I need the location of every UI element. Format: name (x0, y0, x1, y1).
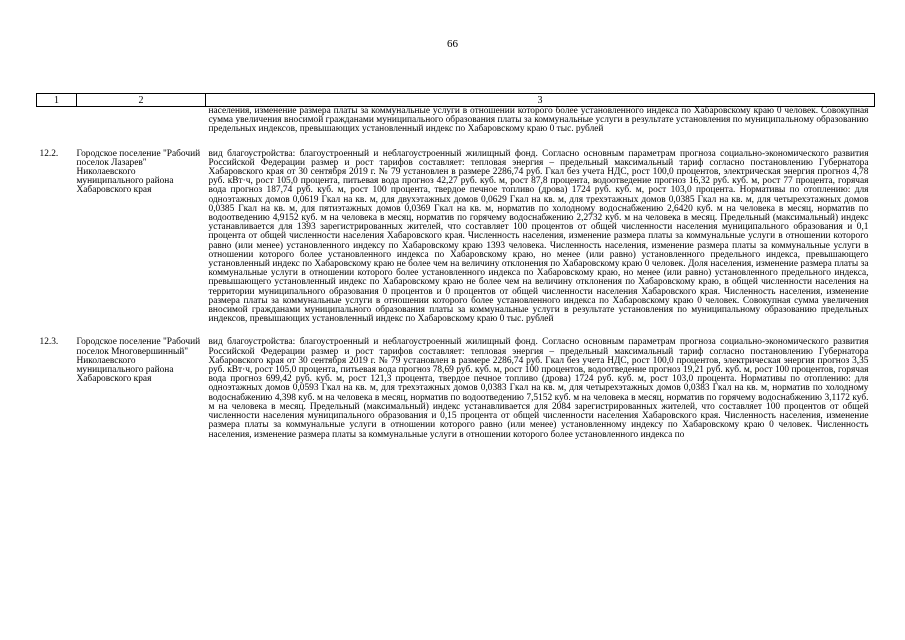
table-row (37, 150, 875, 339)
continuation-number-cell (37, 107, 77, 150)
municipality-name: Городское поселение "Рабочий поселок Многовершинный" Николаевского муниципального района Хабаровского края (76, 337, 201, 385)
column-header-number: 1 (37, 94, 77, 107)
municipality-name: Городское поселение "Рабочий поселок Лазарев" Николаевского муниципального района Хабаровского края (76, 148, 201, 196)
page-number: 66 (447, 38, 458, 50)
table-header-row (37, 94, 875, 107)
parameters-text: вид благоустройства: благоустроенный и неблагоустроенный жилищный фонд. Согласно основным параметрам прогноза социально-экономического развития Российской Федерации размер и рост тарифов составляет: тепловая энергия – предельный максимальный тариф согласно постановлению Губернатора Хабаровского края от 30 сентября 2019 г. № 79 установлен в размере 2286,74 руб. Гкал без учета НДС, рост 100,0 процентов, электрическая энергия прогноз 4,78 руб. кВт·ч, рост 105,0 процента, питьевая вода прогноз 42,27 руб. куб. м, рост 87,8 процента, водоотведение прогноз 16,32 руб. куб. м, рост 77 процента, горячая вода прогноз 187,74 руб. куб. м, рост 100 процента, твердое печное топливо (дрова) 1724 руб. куб. м, рост 103,0 процента. Нормативы по отоплению: для одноэтажных домов 0,0619 Гкал на кв. м, для двухэтажных домов 0,0629 Гкал на кв. м, для трехэтажных домов 0,0385 Гкал на кв. м, для четырехэтажных домов 0,0385 Гкал на кв. м, для пятиэтажных домов 0,0369 Гкал на кв. м, норматив по холодному водоснабжению 2,6420 куб. м на человека в месяц, норматив по водоотведению 4,9152 куб. м на человека в месяц, норматив по горячему водоснабжению 2,2732 куб. м на человека в месяц. Предельный (максимальный) индекс устанавливается для 1393 зарегистрированных жителей, что составляет 100 процентов от общей численности населения муниципального образования и 0,1 процента от общей численности населения Хабаровского края. Численность населения, изменение размера платы за коммунальные услуги в отношении которого равно (или менее) установленного индексу по Хабаровскому краю 1393 человека. Численность населения, изменение размера платы за коммунальные услуги в отношении которого более установленного индекса по Хабаровскому краю, но менее (или равно) установленного предельного индекса, превышающего установленный индекс по Хабаровскому краю не более чем на величину отклонения по Хабаровскому краю 0 человек. Доля населения, изменение размера платы за коммунальные услуги в отношении которого более установленного индекса по Хабаровскому краю, но менее (или равно) установленного предельного индекса, превышающего установленный индекс по Хабаровскому краю не более чем на величину отклонения по Хабаровскому краю, в общей численности населения на территории муниципального образования 0 процентов и 0 процентов от общей численности населения Хабаровского края. Численность населения, изменение размера платы за коммунальные услуги в отношении которого более установленного индекса по Хабаровскому краю 0 человек. Совокупная сумма увеличения вносимой гражданами муниципального образования платы за коммунальные услуги в результате установления по муниципальному образованию предельных индексов, превышающих установленный индекс по Хабаровскому краю 0 тыс. рублей (208, 148, 869, 325)
continuation-row (37, 107, 875, 150)
parameters-text: вид благоустройства: благоустроенный и неблагоустроенный жилищный фонд. Согласно основным параметрам прогноза социально-экономического развития Российской Федерации размер и рост тарифов составляет: тепловая энергия – предельный максимальный тариф согласно постановлению Губернатора Хабаровского края от 30 сентября 2019 г. № 79 установлен в размере 2286,74 руб. Гкал без учета НДС, рост 100,0 процентов, электрическая энергия прогноз 3,35 руб. кВт·ч, рост 105,0 процента, питьевая вода прогноз 78,69 руб. куб. м, рост 100 процентов, водоотведение прогноз 19,21 руб. куб. м, рост 100 процентов, горячая вода прогноз 699,42 руб. куб. м, рост 121,3 процента, твердое печное топливо (дрова) 1724 руб. куб. м, рост 103,0 процента. Нормативы по отоплению: для одноэтажных домов 0,0593 Гкал на кв. м, для трехэтажных домов 0,0383 Гкал на кв. м, для четырехэтажных домов 0,0383 Гкал на кв. м, норматив по холодному водоснабжению 4,398 куб. м на человека в месяц, норматив по водоотведению 7,5152 куб. м на человека в месяц, норматив по горячему водоснабжению 3,1172 куб. м на человека в месяц. Предельный (максимальный) индекс устанавливается для 2084 зарегистрированных жителей, что составляет 100 процентов от общей численности населения муниципального образования и 0,15 процента от общей численности населения Хабаровского края. Численность населения, изменение размера платы за коммунальные услуги в отношении которого равно (или менее) установленному индексу по Хабаровскому краю 0 человек. Численность населения, изменение размера платы за коммунальные услуги в отношении которого более установленного индекса по (208, 337, 869, 440)
column-header-parameters: 3 (206, 94, 875, 107)
tariff-table (36, 93, 875, 440)
continuation-text: населения, изменение размера платы за коммунальные услуги в отношении которого более установленного индекса по Хабаровскому краю 0 человек. Совокупная сумма увеличения вносимой гражданами муниципального образования платы за коммунальные услуги в результате установления по муниципальному образованию предельных индексов, превышающих установленный индекс по Хабаровскому краю 0 тыс. рублей (208, 106, 869, 135)
continuation-name-cell (77, 107, 206, 150)
table-row (37, 338, 875, 439)
column-header-municipality: 2 (77, 94, 206, 107)
row-number: 12.2. (39, 148, 59, 159)
row-number: 12.3. (39, 337, 59, 348)
